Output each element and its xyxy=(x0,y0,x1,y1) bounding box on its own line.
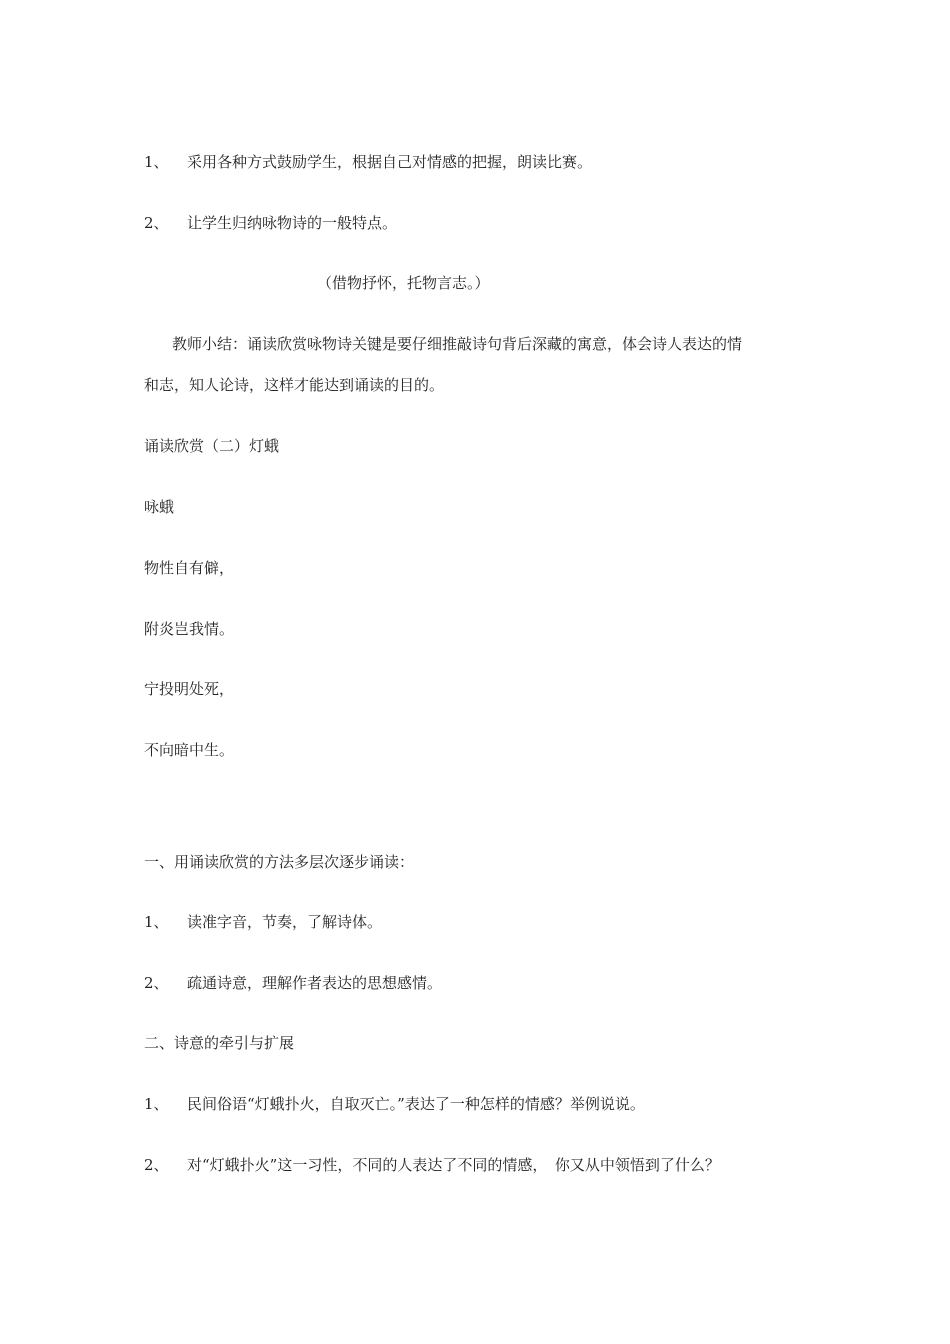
list-text: 疏通诗意，理解作者表达的思想感情。 xyxy=(187,974,443,992)
list-number: 2、 xyxy=(144,974,169,992)
list-number: 1、 xyxy=(144,1095,169,1113)
summary-paragraph-line-2: 和志，知人论诗，这样才能达到诵读的目的。 xyxy=(144,376,445,394)
list-number: 1、 xyxy=(144,913,169,931)
list-item xyxy=(144,152,592,172)
list-item xyxy=(144,912,382,932)
list-text: 读准字音，节奏，了解诗体。 xyxy=(187,913,383,931)
list-number: 2、 xyxy=(144,1156,169,1174)
list-item xyxy=(144,1155,720,1175)
part-heading: 一、用诵读欣赏的方法多层次逐步诵读： xyxy=(144,853,415,871)
note-text: （借物抒怀，托物言志。） xyxy=(317,274,490,292)
list-text: 对“灯蛾扑火”这一习性，不同的人表达了不同的情感， 你又从中领悟到了什么？ xyxy=(187,1156,720,1174)
list-text: 采用各种方式鼓励学生，根据自己对情感的把握，朗读比赛。 xyxy=(187,153,593,171)
poem-line: 附炎岂我情。 xyxy=(144,620,235,638)
list-item xyxy=(144,1094,645,1114)
list-item xyxy=(144,973,442,993)
section-heading: 诵读欣赏（二）灯蛾 xyxy=(144,437,280,455)
poem-line: 宁投明处死， xyxy=(144,680,235,698)
list-item xyxy=(144,213,397,233)
list-number: 2、 xyxy=(144,214,169,232)
list-text: 民间俗语“灯蛾扑火，自取灭亡。”表达了一种怎样的情感？举例说说。 xyxy=(187,1095,645,1113)
poem-line: 物性自有僻， xyxy=(144,559,235,577)
list-number: 1、 xyxy=(144,153,169,171)
poem-line: 不向暗中生。 xyxy=(144,741,235,759)
summary-paragraph-line-1: 教师小结：诵读欣赏咏物诗关键是要仔细推敲诗句背后深藏的寓意，体会诗人表达的情 xyxy=(172,335,743,353)
list-text: 让学生归纳咏物诗的一般特点。 xyxy=(187,214,398,232)
part-heading: 二、诗意的牵引与扩展 xyxy=(144,1034,295,1052)
poem-title: 咏蛾 xyxy=(144,498,175,516)
